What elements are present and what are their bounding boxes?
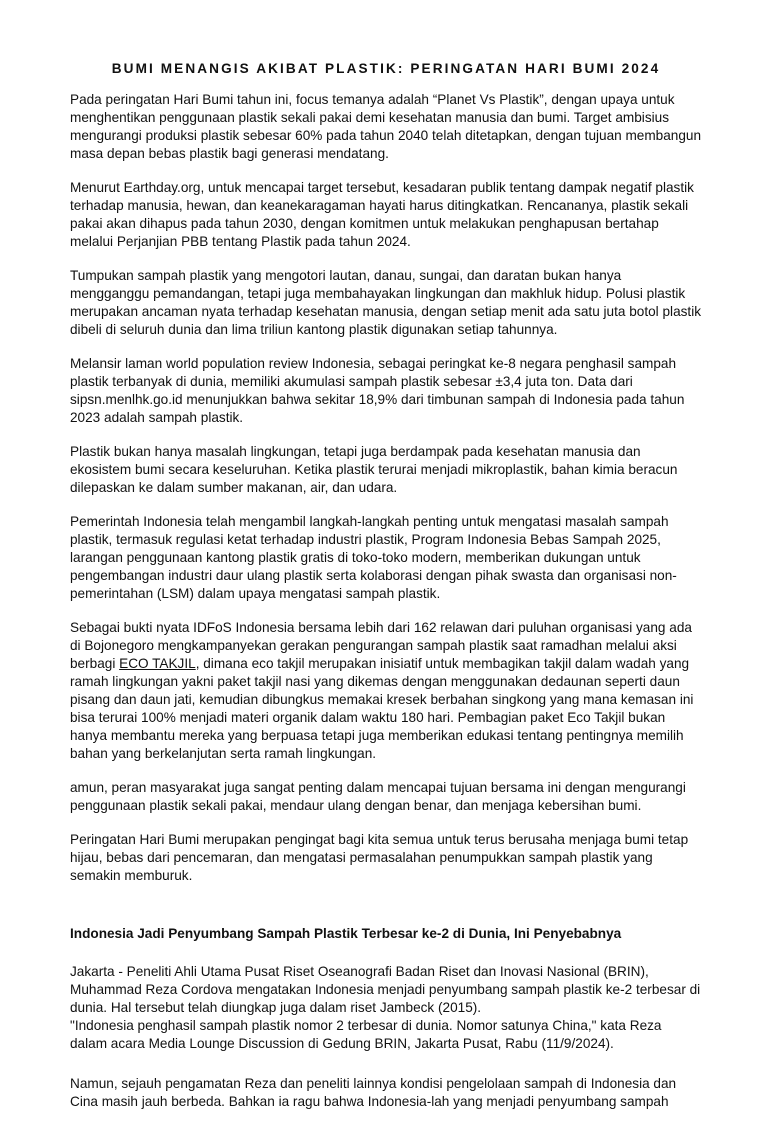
section-block-comparison: Namun, sejauh pengamatan Reza dan peneliti lainnya kondisi pengelolaan sampah di Indonesia dan Cina masih jauh berbeda. Bahkan ia ragu bahwa Indonesia-lah yang menjadi penyumbang sampah [70,1076,677,1109]
reza-quote: "Indonesia penghasil sampah plastik nomor 2 terbesar di dunia. Nomor satunya China," kata Reza dalam acara Media Lounge Discussion di Gedung BRIN, Jakarta Pusat, Rabu (11/9/2024). [70,1018,662,1051]
paragraph-earth-day-reminder: Peringatan Hari Bumi merupakan pengingat bagi kita semua untuk terus berusaha menjaga bumi tetap hijau, bebas dari pencemaran, dan mengatasi permasalahan penumpukkan sampah plastik yang semakin memburuk. [70,832,689,883]
section-block-brin [70,963,702,1053]
brin-statement: Jakarta - Peneliti Ahli Utama Pusat Riset Oseanografi Badan Riset dan Inovasi Nasional (BRIN), Muhammad Reza Cordova mengatakan Indonesia menjadi penyumbang sampah plastik ke-2 terbesar di dunia. Hal tersebut telah diungkap juga dalam riset Jambeck (2015). [70,964,701,1015]
paragraph-community-role: amun, peran masyarakat juga sangat penting dalam mencapai tujuan bersama ini dengan mengurangi penggunaan plastik sekali pakai, mendaur ulang dengan benar, dan menjaga kebersihan bumi. [70,780,686,813]
paragraph-plastic-pollution: Tumpukan sampah plastik yang mengotori lautan, danau, sungai, dan daratan bukan hanya mengganggu pemandangan, tetapi juga membahayakan lingkungan dan makhluk hidup. Polusi plastik merupakan ancaman nyata terhadap kesehatan manusia, dengan setiap menit ada satu juta botol plastik dibeli di seluruh dunia dan lima triliun kantong plastik digunakan setiap tahunnya. [70,268,702,337]
paragraph-government-steps: Pemerintah Indonesia telah mengambil langkah-langkah penting untuk mengatasi masalah sampah plastik, termasuk regulasi ketat terhadap industri plastik, Program Indonesia Bebas Sampah 2025, larangan penggunaan kantong plastik gratis di toko-toko modern, memberikan dukungan untuk pengembangan industri daur ulang plastik serta kolaborasi dengan pihak swasta dan organisasi non-pemerintahan (LSM) dalam upaya mengatasi sampah plastik. [70,514,677,601]
document-title: BUMI MENANGIS AKIBAT PLASTIK: PERINGATAN HARI BUMI 2024 [111,61,661,76]
eco-takjil-text-before: Sebagai bukti nyata IDFoS Indonesia bersama lebih dari 162 relawan dari puluhan organisasi yang ada di Bojonegoro mengkampanyekan gerakan pengurangan sampah plastik saat ramadhan melalui aksi berbagi [70,620,692,671]
paragraph-health-impact: Plastik bukan hanya masalah lingkungan, tetapi juga berdampak pada kesehatan manusia dan ekosistem bumi secara keseluruhan. Ketika plastik terurai menjadi mikroplastik, bahan kimia beracun dilepaskan ke dalam sumber makanan, air, dan udara. [70,444,678,495]
paragraph-indonesia-ranking: Melansir laman world population review Indonesia, sebagai peringkat ke-8 negara penghasil sampah plastik terbanyak di dunia, memiliki akumulasi sampah plastik sebesar ±3,4 juta ton. Data dari sipsn.menlhk.go.id menunjukkan bahwa sekitar 18,9% dari timbunan sampah di Indonesia pada tahun 2023 adalah sampah plastik. [70,356,685,425]
eco-takjil-text-after: , dimana eco takjil merupakan inisiatif untuk membagikan takjil dalam wadah yang ramah lingkungan yakni paket takjil nasi yang dikemas dengan menggunakan dedaunan seperti daun pisang dan daun jati, kemudian dibungkus memakai kresek berbahan singkong yang mana kemasan ini bisa terurai 100% menjadi materi organik dalam waktu 180 hari. Pembagian paket Eco Takjil bukan hanya membantu mereka yang berpuasa tetapi juga memberikan edukasi tentang pentingnya memilih bahan yang berkelanjutan serta ramah lingkungan. [70,656,694,761]
eco-takjil-link[interactable]: ECO TAKJIL [119,656,196,671]
paragraph-eco-takjil [70,619,702,763]
paragraph-earth-day-theme: Pada peringatan Hari Bumi tahun ini, focus temanya adalah “Planet Vs Plastik”, dengan upaya untuk menghentikan penggunaan plastik sekali pakai demi kesehatan manusia dan bumi. Target ambisius mengurangi produksi plastik sebesar 60% pada tahun 2040 telah ditetapkan, dengan tujuan membangun masa depan bebas plastik bagi generasi mendatang. [70,92,702,161]
document-page [70,60,702,1133]
section-heading: Indonesia Jadi Penyumbang Sampah Plastik Terbesar ke-2 di Dunia, Ini Penyebabnya [70,926,622,941]
paragraph-earthday-org: Menurut Earthday.org, untuk mencapai target tersebut, kesadaran publik tentang dampak negatif plastik terhadap manusia, hewan, dan keanekaragaman hayati harus ditingkatkan. Rencananya, plastik sekali pakai akan dihapus pada tahun 2030, dengan komitmen untuk melakukan penghapusan bertahap melalui Perjanjian PBB tentang Plastik pada tahun 2024. [70,180,694,249]
